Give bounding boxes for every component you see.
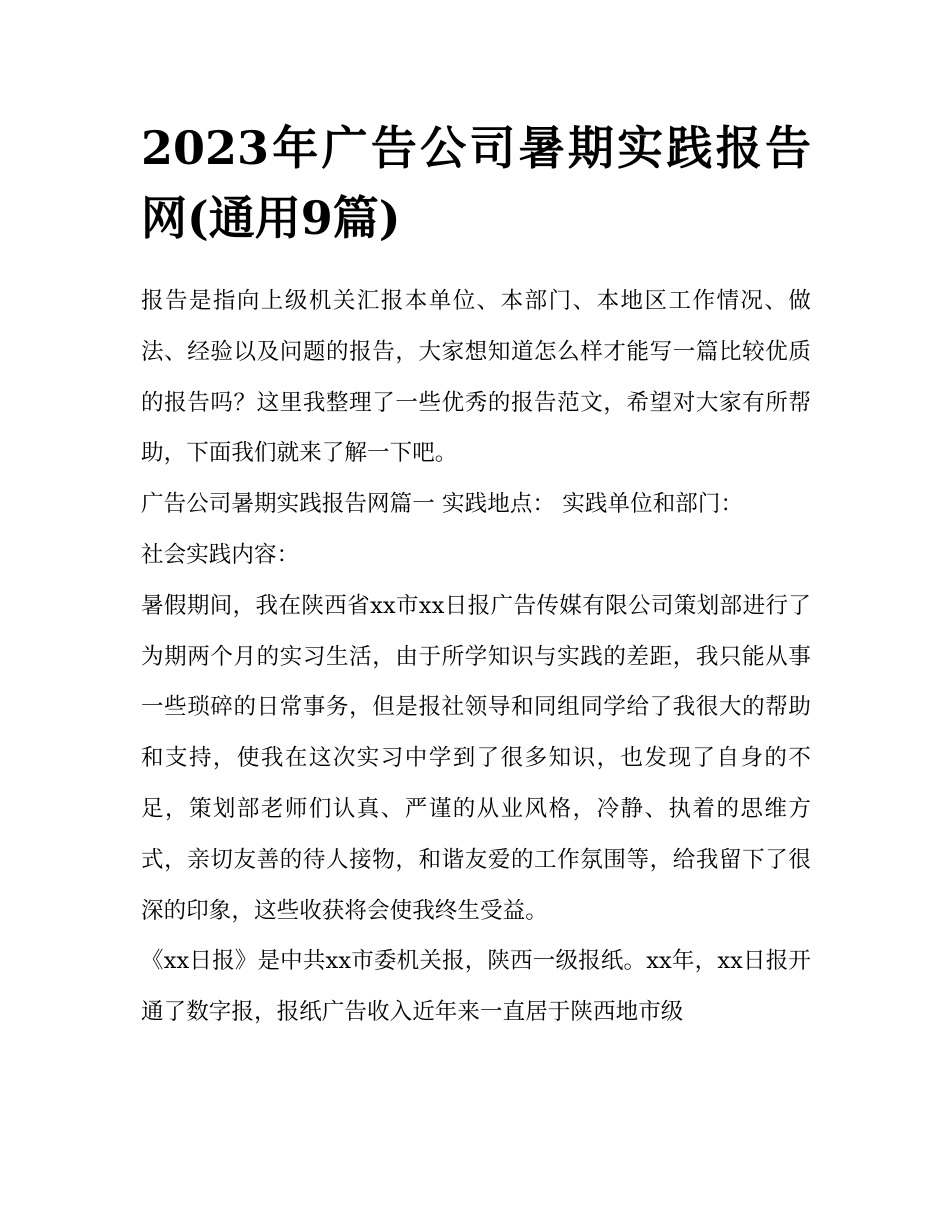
paragraph-internship: 暑假期间，我在陕西省xx市xx日报广告传媒有限公司策划部进行了为期两个月的实习生活，由于所学知识与实践的差距，我只能从事一些琐碎的日常事务，但是报社领导和同组同学给了我很大的帮助和支持，使我在这次实习中学到了很多知识，也发现了自身的不足，策划部老师们认真、严谨的从业风格，冷静、执着的思维方式，亲切友善的待人接物，和谐友爱的工作氛围等，给我留下了很深的印象，这些收获将会使我终生受益。 <box>141 592 811 924</box>
document-content <box>141 113 811 1038</box>
paragraph-section-heading: 广告公司暑期实践报告网篇一 实践地点： 实践单位和部门： <box>141 491 744 518</box>
document-body <box>141 276 811 1038</box>
paragraph-newspaper: 《xx日报》是中共xx市委机关报，陕西一级报纸。xx年，xx日报开通了数字报，报纸广告收入近年来一直居于陕西地市级 <box>141 948 811 1026</box>
paragraph-intro: 报告是指向上级机关汇报本单位、本部门、本地区工作情况、做法、经验以及问题的报告，大家想知道怎么样才能写一篇比较优质的报告吗？这里我整理了一些优秀的报告范文，希望对大家有所帮助，下面我们就来了解一下吧。 <box>141 288 811 467</box>
paragraph-content-label: 社会实践内容： <box>141 541 300 568</box>
document-title: 2023年广告公司暑期实践报告网(通用9篇) <box>141 121 811 245</box>
